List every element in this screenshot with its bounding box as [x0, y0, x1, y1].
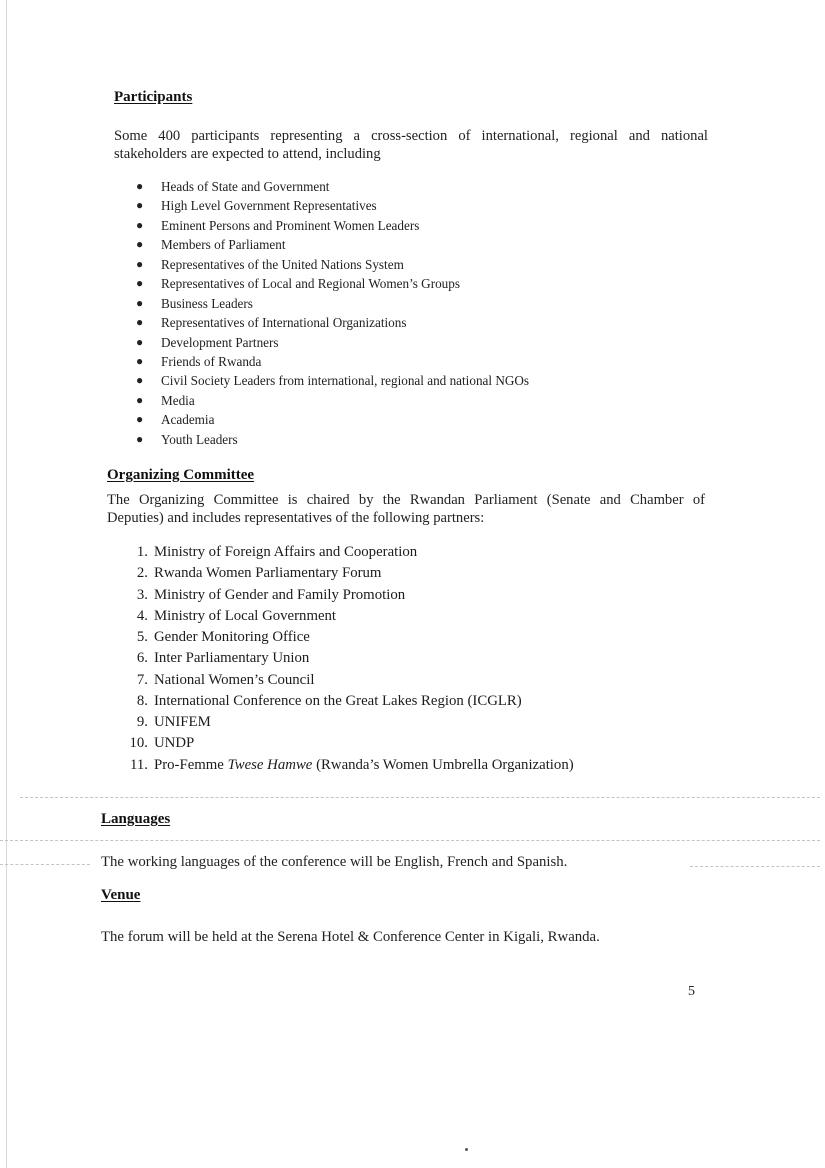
scan-artifact-line — [0, 864, 90, 865]
languages-text: The working languages of the conference will be English, French and Spanish. — [101, 854, 568, 870]
participants-intro-line2: stakeholders are expected to attend, including — [114, 146, 381, 162]
committee-intro-line2: Deputies) and includes representatives of the following partners: — [107, 510, 485, 526]
bullet-icon: ● — [136, 276, 144, 291]
scan-artifact-line — [20, 797, 820, 798]
bullet-icon: ● — [136, 237, 144, 252]
bullet-icon: ● — [136, 217, 144, 232]
committee-partners-list — [102, 542, 662, 776]
list-item: ● High Level Government Representatives — [136, 198, 377, 214]
venue-text: The forum will be held at the Serena Hotel & Conference Center in Kigali, Rwanda. — [101, 929, 600, 945]
bullet-icon: ● — [136, 315, 144, 330]
languages-heading: Languages — [101, 811, 171, 827]
list-item: 6. Inter Parliamentary Union — [136, 650, 310, 667]
list-item: ● Representatives of International Organizations — [136, 315, 407, 331]
list-item: 10. UNDP — [129, 735, 195, 752]
bullet-icon: ● — [136, 295, 144, 310]
page-number: 5 — [688, 984, 695, 999]
list-item: 5. Gender Monitoring Office — [136, 629, 310, 645]
list-item: ● Media — [136, 392, 195, 408]
bullet-icon: ● — [136, 179, 144, 193]
bullet-icon: ● — [136, 392, 144, 407]
list-item: ● Representatives of Local and Regional Women’s Groups — [136, 276, 461, 292]
scan-left-edge — [6, 0, 7, 1168]
scan-artifact-dot — [465, 1148, 468, 1151]
list-item: ● Youth Leaders — [136, 431, 238, 447]
bullet-icon: ● — [136, 198, 144, 213]
bullet-icon: ● — [136, 334, 144, 349]
list-item: ● Representatives of the United Nations System — [136, 256, 404, 272]
participants-intro-line1: Some 400 participants representing a cross-section of international, regional and national — [114, 128, 708, 144]
participants-heading: Participants — [114, 89, 193, 105]
list-item: 4. Ministry of Local Government — [136, 607, 337, 624]
list-item: 1. Ministry of Foreign Affairs and Cooperation — [136, 544, 418, 560]
list-item: ● Development Partners — [136, 334, 279, 350]
list-item: ● Heads of State and Government — [136, 179, 330, 194]
list-item: ● Friends of Rwanda — [136, 353, 262, 369]
participants-list — [136, 177, 656, 449]
list-item: ● Academia — [136, 412, 215, 428]
bullet-icon: ● — [136, 256, 144, 271]
list-item: ● Business Leaders — [136, 295, 253, 311]
scan-artifact-line — [690, 866, 820, 867]
committee-intro-line1: The Organizing Committee is chaired by the Rwandan Parliament (Senate and Chamber of — [107, 492, 705, 508]
list-item: ● Civil Society Leaders from international, regional and national NGOs — [136, 373, 530, 389]
list-item: 11. Pro-Femme Twese Hamwe (Rwanda’s Women Umbrella Organization) — [130, 756, 574, 773]
list-item: ● Members of Parliament — [136, 237, 286, 253]
list-item: 8. International Conference on the Great Lakes Region (ICGLR) — [136, 692, 522, 709]
list-item: 3. Ministry of Gender and Family Promotion — [136, 586, 406, 603]
organizing-committee-heading: Organizing Committee — [107, 467, 255, 483]
venue-heading: Venue — [101, 887, 141, 903]
bullet-icon: ● — [136, 412, 144, 427]
list-item: 9. UNIFEM — [136, 714, 211, 730]
list-item: 2. Rwanda Women Parliamentary Forum — [136, 565, 382, 582]
list-item: ● Eminent Persons and Prominent Women Leaders — [136, 217, 420, 233]
bullet-icon: ● — [136, 431, 144, 446]
bullet-icon: ● — [136, 353, 144, 368]
scan-artifact-line — [0, 840, 820, 841]
bullet-icon: ● — [136, 373, 144, 388]
list-item: 7. National Women’s Council — [136, 671, 315, 688]
